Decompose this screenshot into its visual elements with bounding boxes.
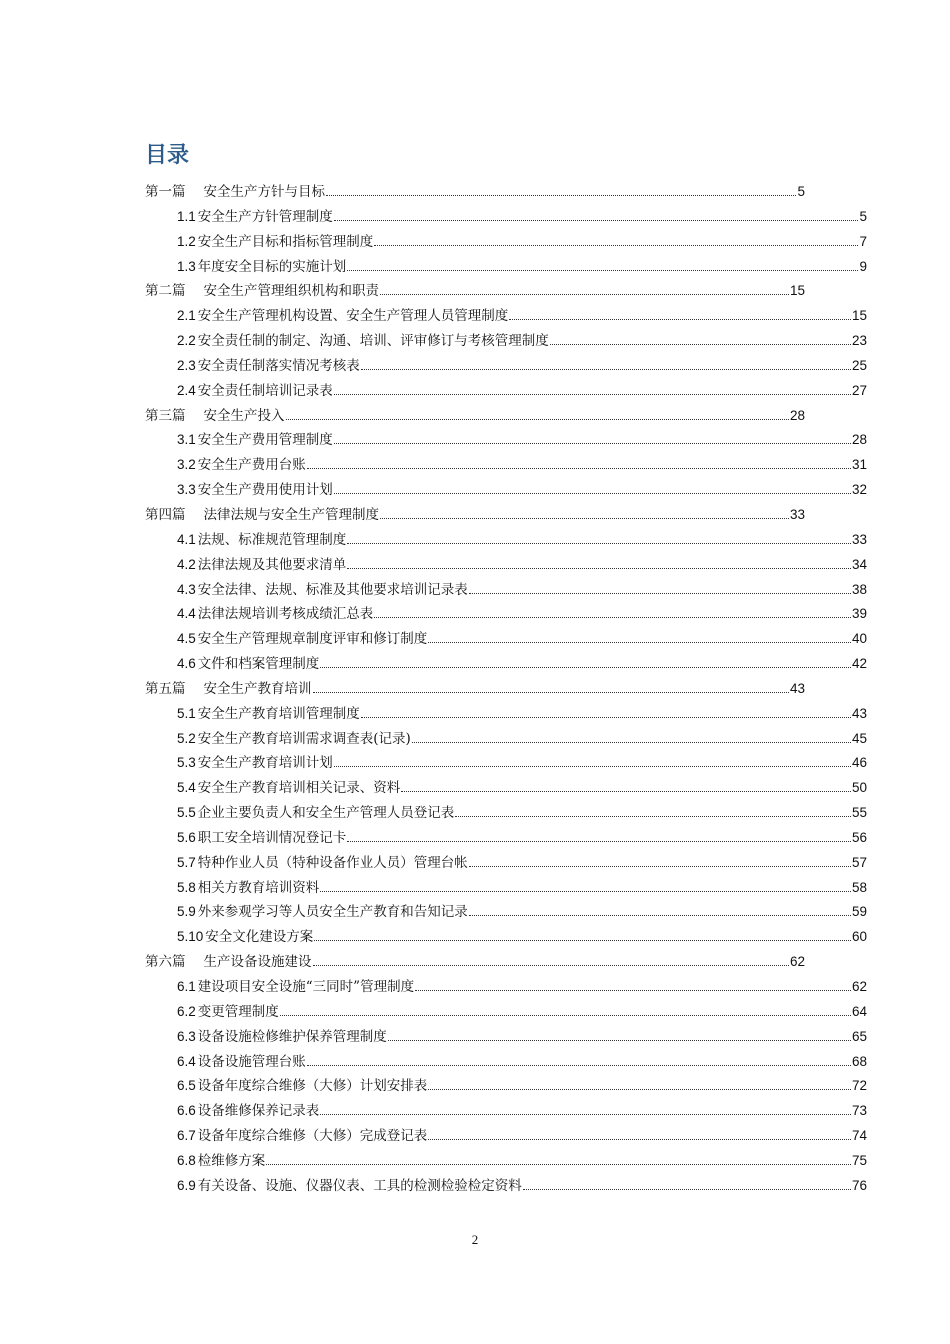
toc-entry-page: 60 — [851, 929, 867, 945]
toc-dot-leader — [401, 782, 851, 793]
toc-entry-page: 50 — [851, 780, 867, 796]
toc-entry[interactable] — [145, 627, 867, 652]
toc-entry-number: 3.1 — [177, 432, 196, 448]
toc-entry-title: 相关方教育培训资料 — [197, 879, 320, 896]
toc-entry-page: 55 — [851, 805, 867, 821]
toc-entry-title: 法规、标准规范管理制度 — [197, 531, 347, 548]
toc-entry-title: 安全生产目标和指标管理制度 — [197, 233, 374, 250]
toc-entry-title: 检维修方案 — [197, 1152, 266, 1169]
toc-entry[interactable] — [145, 1050, 867, 1075]
toc-dot-leader — [374, 608, 851, 619]
toc-dot-leader — [380, 508, 789, 519]
toc-entry-page: 59 — [851, 904, 867, 920]
toc-entry-title: 安全生产教育培训需求调查表(记录) — [197, 730, 411, 747]
toc-entry-number: 第二篇 — [145, 283, 186, 299]
toc-entry-title: 安全文化建设方案 — [205, 929, 314, 946]
toc-entry-title: 年度安全目标的实施计划 — [197, 258, 347, 275]
toc-dot-leader — [428, 1129, 851, 1140]
toc-entry[interactable] — [145, 503, 805, 528]
toc-dot-leader — [361, 707, 851, 718]
toc-entry[interactable] — [145, 602, 867, 627]
toc-entry-title: 职工安全培训情况登记卡 — [197, 829, 347, 846]
toc-dot-leader — [280, 1005, 851, 1016]
toc-dot-leader — [469, 906, 851, 917]
toc-dot-leader — [380, 285, 789, 296]
toc-dot-leader — [266, 1154, 851, 1165]
toc-entry-page: 25 — [851, 357, 867, 373]
toc-entry-number: 第五篇 — [145, 680, 186, 696]
toc-entry-number: 第六篇 — [145, 954, 186, 970]
toc-dot-leader — [509, 310, 851, 321]
toc-entry-page: 28 — [851, 432, 867, 448]
toc-entry-title: 法律法规与安全生产管理制度 — [203, 506, 379, 523]
toc-entry-number: 6.3 — [177, 1028, 196, 1044]
toc-entry-page: 7 — [859, 233, 867, 249]
toc-entry[interactable] — [145, 453, 867, 478]
toc-dot-leader — [334, 384, 851, 395]
toc-entry-title: 安全生产教育培训计划 — [197, 755, 333, 772]
toc-entry-page: 5 — [797, 184, 805, 199]
toc-entry[interactable] — [145, 950, 805, 975]
toc-entry-page: 15 — [851, 308, 867, 324]
toc-entry-title: 安全生产教育培训相关记录、资料 — [197, 780, 401, 797]
toc-dot-leader — [415, 980, 851, 991]
toc-entry-number: 1.3 — [177, 258, 196, 274]
toc-entry[interactable] — [145, 652, 867, 677]
toc-dot-leader — [428, 1080, 851, 1091]
page-number: 2 — [471, 1232, 479, 1247]
toc-entry-title: 安全法律、法规、标准及其他要求培训记录表 — [197, 581, 468, 598]
toc-entry-number: 4.3 — [177, 581, 196, 597]
toc-entry-page: 39 — [851, 606, 867, 622]
toc-entry-title: 安全生产费用台账 — [197, 457, 306, 474]
toc-entry-page: 40 — [851, 631, 867, 647]
table-of-contents — [145, 180, 867, 1199]
toc-dot-leader — [550, 334, 851, 345]
toc-dot-leader — [320, 1105, 851, 1116]
toc-entry-title: 外来参观学习等人员安全生产教育和告知记录 — [197, 904, 468, 921]
toc-entry-page: 62 — [851, 979, 867, 994]
toc-dot-leader — [307, 1055, 851, 1066]
toc-entry-title: 安全生产方针管理制度 — [197, 208, 333, 225]
toc-entry-title: 文件和档案管理制度 — [197, 656, 320, 673]
toc-entry-page: 56 — [851, 829, 867, 845]
toc-dot-leader — [334, 434, 851, 445]
toc-entry[interactable] — [145, 900, 867, 925]
toc-entry-number: 5.5 — [177, 805, 196, 821]
toc-entry-number: 6.6 — [177, 1103, 196, 1119]
toc-entry[interactable] — [145, 876, 867, 901]
toc-entry-title: 建设项目安全设施“三同时”管理制度 — [197, 979, 415, 995]
toc-entry[interactable] — [145, 1124, 867, 1149]
toc-entry-title: 安全责任制培训记录表 — [197, 382, 333, 399]
toc-dot-leader — [374, 235, 858, 246]
toc-dot-leader — [320, 657, 851, 668]
toc-entry[interactable] — [145, 329, 867, 354]
toc-entry-page: 23 — [851, 333, 867, 349]
toc-dot-leader — [412, 732, 851, 743]
toc-entry-page: 62 — [789, 954, 805, 970]
toc-entry-number: 5.9 — [177, 904, 196, 920]
toc-dot-leader — [334, 483, 851, 494]
toc-dot-leader — [313, 955, 789, 966]
toc-entry-number: 1.2 — [177, 233, 196, 249]
toc-entry-number: 6.9 — [177, 1177, 196, 1193]
toc-entry-number: 4.2 — [177, 556, 196, 572]
toc-entry-page: 42 — [851, 656, 867, 672]
toc-entry-page: 65 — [851, 1028, 867, 1044]
toc-entry-title: 企业主要负责人和安全生产管理人员登记表 — [197, 805, 455, 822]
toc-dot-leader — [326, 185, 796, 196]
toc-entry-page: 64 — [851, 1003, 867, 1019]
toc-entry[interactable] — [145, 180, 805, 205]
toc-dot-leader — [469, 583, 851, 594]
toc-dot-leader — [313, 682, 789, 693]
toc-entry-number: 2.1 — [177, 308, 196, 324]
toc-entry-title: 特种作业人员（特种设备作业人员）管理台帐 — [197, 854, 468, 871]
toc-entry-title: 设备年度综合维修（大修）完成登记表 — [197, 1128, 428, 1145]
toc-dot-leader — [314, 931, 851, 942]
toc-entry-page: 57 — [851, 854, 867, 870]
toc-entry-title: 设备设施管理台账 — [197, 1053, 306, 1070]
toc-entry-title: 安全生产管理规章制度评审和修订制度 — [197, 631, 428, 648]
toc-entry-number: 6.5 — [177, 1078, 196, 1094]
toc-entry[interactable] — [145, 975, 867, 1000]
toc-entry-number: 5.4 — [177, 780, 196, 796]
toc-entry-number: 6.4 — [177, 1053, 196, 1069]
toc-entry-number: 5.2 — [177, 730, 196, 746]
toc-entry-title: 法律法规及其他要求清单 — [197, 556, 347, 573]
toc-entry-title: 安全生产方针与目标 — [203, 184, 325, 200]
toc-entry-page: 74 — [851, 1128, 867, 1144]
toc-dot-leader — [388, 1030, 851, 1041]
toc-entry-number: 2.4 — [177, 382, 196, 398]
toc-entry[interactable] — [145, 279, 805, 304]
toc-entry-number: 4.4 — [177, 606, 196, 622]
toc-dot-leader — [286, 409, 789, 420]
toc-entry-page: 34 — [851, 556, 867, 572]
toc-entry-title: 法律法规培训考核成绩汇总表 — [197, 606, 374, 623]
toc-dot-leader — [455, 806, 851, 817]
toc-entry[interactable] — [145, 925, 867, 950]
toc-entry-number: 5.6 — [177, 829, 196, 845]
toc-entry-page: 33 — [851, 531, 867, 547]
toc-entry-number: 2.3 — [177, 357, 196, 373]
toc-entry[interactable] — [145, 404, 805, 429]
toc-entry[interactable] — [145, 776, 867, 801]
toc-entry-page: 75 — [851, 1152, 867, 1168]
toc-entry-page: 45 — [851, 730, 867, 746]
toc-entry-title: 生产设备设施建设 — [203, 954, 312, 971]
toc-dot-leader — [307, 459, 851, 470]
toc-dot-leader — [334, 757, 851, 768]
toc-entry[interactable] — [145, 1074, 867, 1099]
toc-dot-leader — [428, 632, 851, 643]
toc-dot-leader — [347, 533, 851, 544]
toc-entry-title: 变更管理制度 — [197, 1003, 279, 1020]
toc-entry-number: 1.1 — [177, 208, 196, 224]
toc-entry[interactable] — [145, 1174, 867, 1199]
toc-entry[interactable] — [145, 528, 867, 553]
toc-entry-title: 安全生产管理组织机构和职责 — [203, 283, 379, 300]
toc-entry-title: 设备年度综合维修（大修）计划安排表 — [197, 1078, 428, 1095]
toc-entry-page: 32 — [851, 482, 867, 498]
toc-entry-number: 6.1 — [177, 979, 196, 994]
toc-entry-title: 设备设施检修维护保养管理制度 — [197, 1028, 387, 1045]
toc-entry[interactable] — [145, 1149, 867, 1174]
toc-entry[interactable] — [145, 354, 867, 379]
toc-entry-title: 安全责任制落实情况考核表 — [197, 357, 360, 374]
toc-entry[interactable] — [145, 826, 867, 851]
toc-title: 目录 — [145, 143, 190, 168]
toc-entry-number: 6.7 — [177, 1128, 196, 1144]
toc-dot-leader — [469, 856, 851, 867]
toc-entry[interactable] — [145, 1025, 867, 1050]
toc-entry[interactable] — [145, 801, 867, 826]
toc-entry[interactable] — [145, 304, 867, 329]
toc-entry-page: 58 — [851, 879, 867, 895]
toc-entry-title: 安全责任制的制定、沟通、培训、评审修订与考核管理制度 — [197, 333, 549, 350]
toc-entry-number: 4.5 — [177, 631, 196, 647]
toc-entry-title: 安全生产管理机构设置、安全生产管理人员管理制度 — [197, 308, 509, 325]
toc-entry-title: 安全生产投入 — [203, 407, 285, 424]
toc-entry[interactable] — [145, 677, 805, 702]
toc-entry-number: 第一篇 — [145, 184, 186, 199]
toc-entry-title: 安全生产教育培训管理制度 — [197, 705, 360, 722]
toc-dot-leader — [361, 359, 851, 370]
toc-entry-number: 5.1 — [177, 705, 196, 721]
toc-entry[interactable] — [145, 205, 867, 230]
toc-entry[interactable] — [145, 751, 867, 776]
toc-entry-title: 安全生产费用使用计划 — [197, 482, 333, 499]
toc-dot-leader — [347, 558, 851, 569]
toc-entry-number: 第四篇 — [145, 506, 186, 522]
toc-entry-page: 73 — [851, 1103, 867, 1119]
toc-entry[interactable] — [145, 553, 867, 578]
toc-entry-page: 5 — [859, 208, 867, 224]
toc-dot-leader — [320, 881, 851, 892]
toc-dot-leader — [523, 1179, 851, 1190]
toc-entry-page: 33 — [789, 506, 805, 522]
toc-entry-number: 6.2 — [177, 1003, 196, 1019]
toc-entry[interactable] — [145, 230, 867, 255]
toc-entry-number: 3.3 — [177, 482, 196, 498]
toc-entry[interactable] — [145, 727, 867, 752]
toc-entry[interactable] — [145, 578, 867, 603]
toc-entry-page: 28 — [789, 407, 805, 423]
toc-entry-number: 5.10 — [177, 929, 204, 945]
toc-entry-number: 4.1 — [177, 531, 196, 547]
toc-entry-page: 15 — [789, 283, 805, 299]
toc-entry-title: 有关设备、设施、仪器仪表、工具的检测检验检定资料 — [197, 1177, 522, 1194]
toc-entry-page: 43 — [851, 705, 867, 721]
toc-entry-page: 68 — [851, 1053, 867, 1069]
toc-dot-leader — [334, 210, 859, 221]
toc-entry[interactable] — [145, 851, 867, 876]
toc-entry-page: 72 — [851, 1078, 867, 1094]
toc-entry[interactable] — [145, 428, 867, 453]
toc-entry[interactable] — [145, 255, 867, 280]
toc-entry-number: 4.6 — [177, 656, 196, 672]
toc-entry-page: 9 — [859, 258, 867, 274]
toc-entry-page: 76 — [851, 1177, 867, 1193]
toc-entry-number: 5.3 — [177, 755, 196, 771]
toc-entry-number: 3.2 — [177, 457, 196, 473]
toc-dot-leader — [347, 260, 858, 271]
toc-entry-page: 38 — [851, 581, 867, 597]
toc-entry-number: 第三篇 — [145, 407, 186, 423]
toc-entry[interactable] — [145, 379, 867, 404]
toc-entry[interactable] — [145, 1099, 867, 1124]
toc-entry-page: 43 — [789, 680, 805, 696]
toc-entry-title: 安全生产教育培训 — [203, 680, 312, 697]
toc-entry[interactable] — [145, 478, 867, 503]
toc-dot-leader — [347, 831, 851, 842]
toc-entry-page: 27 — [851, 382, 867, 398]
toc-entry-number: 5.7 — [177, 854, 196, 870]
toc-entry-title: 安全生产费用管理制度 — [197, 432, 333, 449]
toc-entry-number: 5.8 — [177, 879, 196, 895]
toc-entry[interactable] — [145, 702, 867, 727]
toc-entry-number: 2.2 — [177, 333, 196, 349]
toc-entry-title: 设备维修保养记录表 — [197, 1103, 320, 1120]
toc-entry-page: 46 — [851, 755, 867, 771]
toc-entry-page: 31 — [851, 457, 867, 473]
toc-entry[interactable] — [145, 1000, 867, 1025]
toc-entry-number: 6.8 — [177, 1152, 196, 1168]
